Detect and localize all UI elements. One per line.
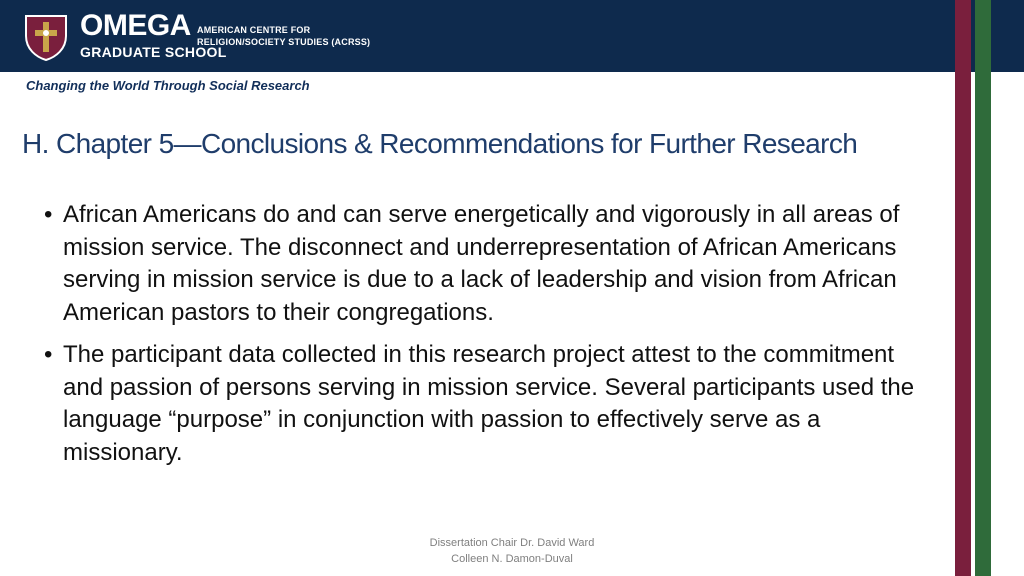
centre-line-2: RELIGION/SOCIETY STUDIES (ACRSS) [197, 37, 371, 47]
slide-title: H. Chapter 5—Conclusions & Recommendations for Further Research [22, 128, 858, 159]
centre-name [197, 24, 370, 48]
bullet-text: African Americans do and can serve energetically and vigorously in all areas of mission service. The disconnect and underrepresentation of African Americans serving in mission service is due to a lack of leadership and vision from African American pastors to their congregations. [63, 201, 900, 326]
bullet-icon: • [44, 201, 53, 228]
footer-credits [412, 535, 612, 567]
tagline: Changing the World Through Social Research [26, 78, 310, 93]
maroon-stripe [955, 0, 971, 576]
footer-chair: Dissertation Chair Dr. David Ward [429, 537, 595, 549]
bullet-list [44, 199, 934, 479]
centre-line-1: AMERICAN CENTRE FOR [197, 25, 311, 35]
bullet-item [44, 199, 934, 329]
bullet-icon: • [44, 341, 53, 368]
green-stripe [975, 0, 991, 576]
bullet-item [44, 339, 934, 469]
shield-cross-logo-icon [22, 12, 70, 62]
brand-name: OMEGA [80, 9, 191, 42]
brand-subtitle: GRADUATE SCHOOL [80, 44, 227, 60]
bullet-text: The participant data collected in this research project attest to the commitment and passion of persons serving in mission service. Several participants used the language “purpose” in conjunction with passion to effectively serve as a missionary. [63, 341, 915, 466]
footer-author: Colleen N. Damon-Duval [451, 553, 573, 565]
header-bar [0, 0, 1024, 72]
